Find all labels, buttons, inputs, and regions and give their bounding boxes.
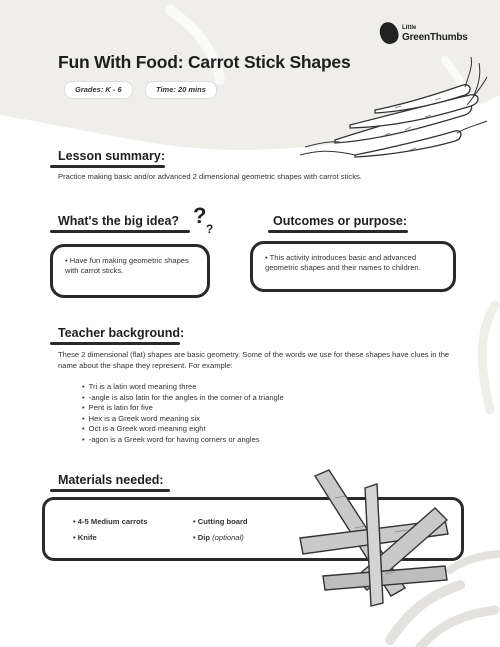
background-leaves-right bbox=[470, 300, 500, 420]
teacher-background-list bbox=[82, 382, 284, 445]
list-item: • -angle is also latin for the angles in the corner of a triangle bbox=[82, 393, 284, 404]
outcomes-underline bbox=[268, 230, 408, 233]
carrot-sticks-illustration bbox=[295, 468, 465, 618]
materials-underline bbox=[50, 489, 170, 492]
big-idea-text: • Have fun making geometric shapes with carrot sticks. bbox=[65, 256, 189, 275]
materials-heading: Materials needed: bbox=[58, 473, 164, 487]
teacher-background-underline bbox=[50, 342, 180, 345]
big-idea-underline bbox=[50, 230, 190, 233]
material-dip: • Dip (optional) bbox=[193, 533, 244, 542]
material-knife: • Knife bbox=[73, 533, 97, 542]
outcomes-box bbox=[250, 241, 456, 292]
lesson-summary-text: Practice making basic and/or advanced 2 dimensional geometric shapes with carrot sticks. bbox=[58, 172, 362, 181]
material-cutting-board: • Cutting board bbox=[193, 517, 248, 526]
brand-name: GreenThumbs bbox=[402, 32, 468, 43]
list-item: • Oct is a Greek word meaning eight bbox=[82, 424, 284, 435]
teacher-background-intro: These 2 dimensional (flat) shapes are basic geometry. Some of the words we use for these shapes have clues in the name about the shape they represent. For example: bbox=[58, 350, 450, 370]
list-item: • -agon is a Greek word for having corners or angles bbox=[82, 435, 284, 446]
lesson-summary-heading: Lesson summary: bbox=[58, 149, 165, 163]
big-idea-box bbox=[50, 244, 210, 298]
list-item: • Pent is latin for five bbox=[82, 403, 284, 414]
lesson-summary-underline bbox=[50, 165, 165, 168]
page-title: Fun With Food: Carrot Stick Shapes bbox=[58, 52, 351, 72]
big-idea-heading: What's the big idea? bbox=[58, 214, 180, 228]
carrots-illustration bbox=[295, 55, 490, 165]
question-mark-small-icon: ? bbox=[206, 222, 214, 236]
brand-logo bbox=[380, 22, 468, 44]
list-item: • Hex is a Greek word meaning six bbox=[82, 414, 284, 425]
outcomes-text: • This activity introduces basic and advanced geometric shapes and their names to children. bbox=[265, 253, 421, 272]
time-badge: Time: 20 mins bbox=[145, 81, 217, 99]
logo-icon bbox=[377, 20, 401, 47]
list-item: • Tri is a latin word meaning three bbox=[82, 382, 284, 393]
outcomes-heading: Outcomes or purpose: bbox=[273, 214, 408, 228]
teacher-background-heading: Teacher background: bbox=[58, 326, 185, 340]
question-marks-icon: ? bbox=[193, 203, 207, 228]
grades-badge: Grades: K - 6 bbox=[64, 81, 133, 99]
brand-name-small: Little bbox=[402, 25, 417, 31]
material-carrots: • 4-5 Medium carrots bbox=[73, 517, 148, 526]
